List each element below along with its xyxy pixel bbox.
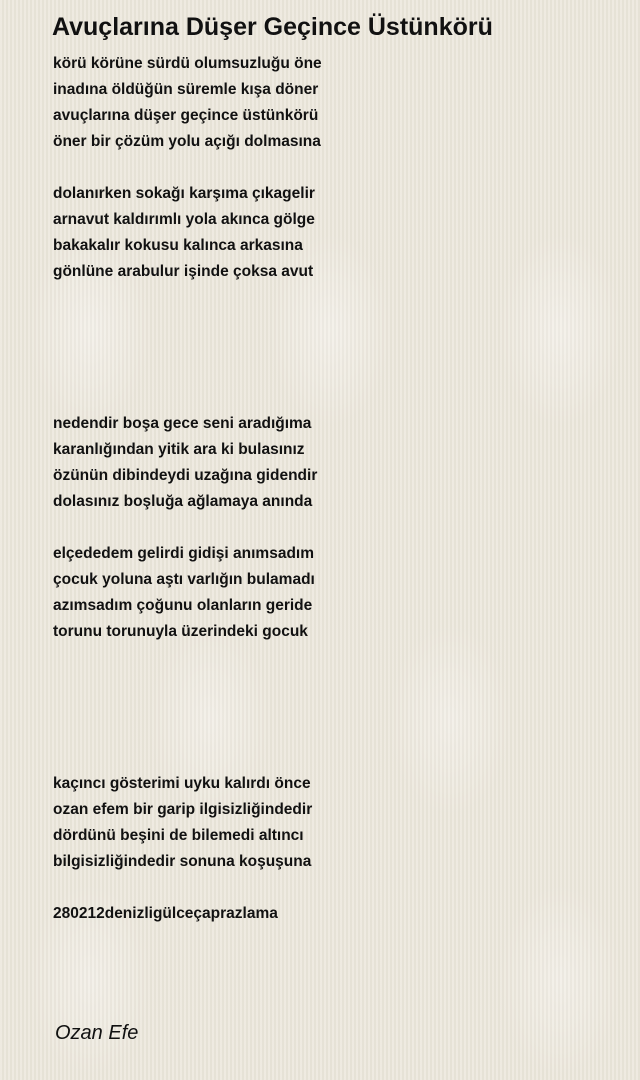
poem-line: elçededem gelirdi gidişi anımsadım	[53, 545, 315, 562]
poem-line: çocuk yoluna aştı varlığın bulamadı	[53, 571, 315, 588]
poem-line: arnavut kaldırımlı yola akınca gölge	[53, 211, 315, 228]
author-signature: Ozan Efe	[55, 1022, 139, 1044]
stanza-4	[53, 541, 315, 645]
poem-date-line: 280212denizligülceçaprazlama	[53, 905, 278, 922]
poem-line: dolanırken sokağı karşıma çıkagelir	[53, 185, 315, 202]
poem-line: dolasınız boşluğa ağlamaya anında	[53, 493, 313, 510]
poem-title: Avuçlarına Düşer Geçince Üstünkörü	[52, 13, 493, 41]
poem-line: öner bir çözüm yolu açığı dolmasına	[53, 133, 321, 150]
stanza-1	[53, 51, 322, 155]
poem-line: azımsadım çoğunu olanların geride	[53, 597, 313, 614]
stanza-2	[53, 181, 315, 285]
poem-line: torunu torunuyla üzerindeki gocuk	[53, 623, 308, 640]
poem-line: gönlüne arabulur işinde çoksa avut	[53, 263, 314, 280]
stanza-3	[53, 411, 317, 515]
poem-line: bakakalır kokusu kalınca arkasına	[53, 237, 303, 254]
poem-line: karanlığından yitik ara ki bulasınız	[53, 441, 305, 458]
poem-line: avuçlarına düşer geçince üstünkörü	[53, 107, 319, 124]
poem-line: dördünü beşini de bilemedi altıncı	[53, 827, 304, 844]
poem-line: özünün dibindeydi uzağına gidendir	[53, 467, 318, 484]
poem-line: körü körüne sürdü olumsuzluğu öne	[53, 55, 322, 72]
poem-line: inadına öldüğün süremle kışa döner	[53, 81, 319, 98]
stanza-5	[53, 771, 312, 875]
poem-line: kaçıncı gösterimi uyku kalırdı önce	[53, 775, 311, 792]
poem-line: ozan efem bir garip ilgisizliğindedir	[53, 801, 313, 818]
poem-line: nedendir boşa gece seni aradığıma	[53, 415, 312, 432]
stanza-6	[53, 901, 278, 927]
poem-line: bilgisizliğindedir sonuna koşuşuna	[53, 853, 312, 870]
